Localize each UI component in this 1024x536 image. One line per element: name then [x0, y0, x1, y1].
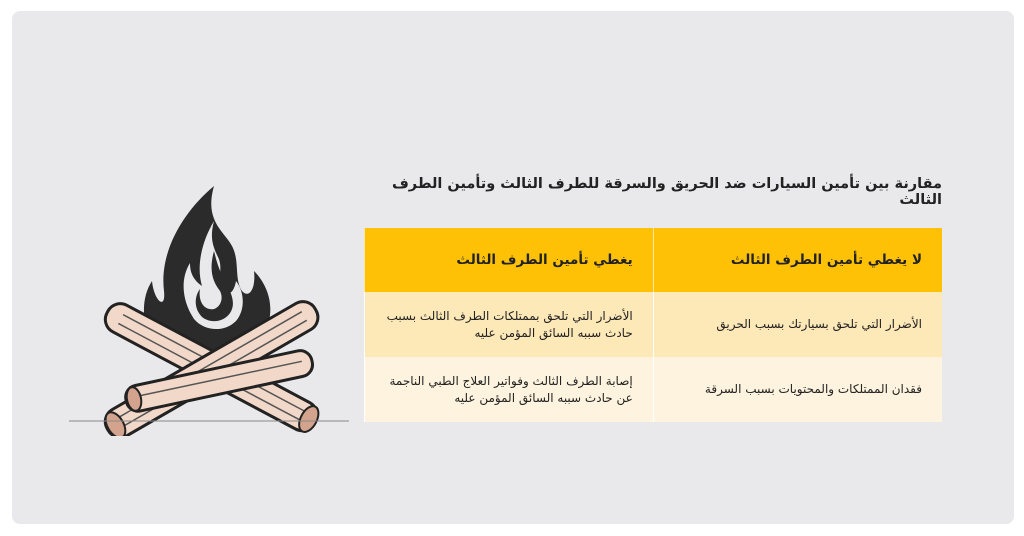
page-title: مقارنة بين تأمين السيارات ضد الحريق والسرقة للطرف الثالث وتأمين الطرف الثالث — [391, 176, 942, 208]
table-cell: الأضرار التي تلحق بسيارتك بسبب الحريق — [653, 292, 942, 357]
header-covered: يغطي تأمين الطرف الثالث — [365, 228, 654, 292]
table-cell: فقدان الممتلكات والمحتويات بسبب السرقة — [653, 357, 942, 422]
campfire-icon — [64, 181, 354, 436]
header-not-covered: لا يغطي تأمين الطرف الثالث — [653, 228, 942, 292]
table-cell: إصابة الطرف الثالث وفواتير العلاج الطبي الناجمة عن حادث سببه السائق المؤمن عليه — [365, 357, 654, 422]
table-cell: الأضرار التي تلحق بممتلكات الطرف الثالث بسبب حادث سببه السائق المؤمن عليه — [365, 292, 654, 357]
comparison-table — [364, 228, 942, 422]
content-card — [12, 11, 1014, 524]
table-row — [365, 357, 943, 422]
table-row — [365, 292, 943, 357]
table-header-row — [365, 228, 943, 292]
